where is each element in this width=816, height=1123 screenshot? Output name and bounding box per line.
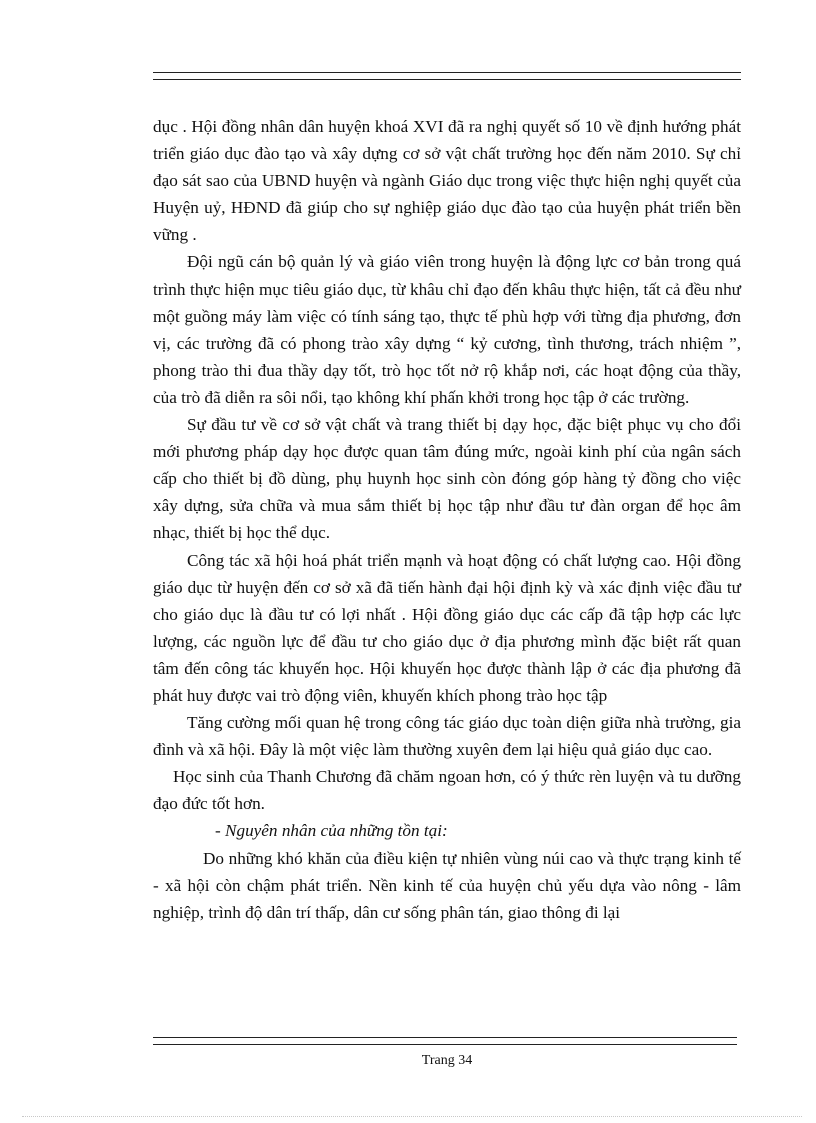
paragraph-7: Do những khó khăn của điều kiện tự nhiên vùng núi cao và thực trạng kinh tế - xã hội còn chậm phát triển. Nền kinh tế của huyện chủ yếu dựa vào nông - lâm nghiệp, trình độ dân trí thấp, dân cư sống phân tán, giao thông đi lại <box>153 848 741 922</box>
cause-heading: - Nguyên nhân của những tồn tại: <box>215 821 448 841</box>
document-body <box>153 113 741 926</box>
page-bottom-border <box>22 1116 802 1117</box>
paragraph-4: Công tác xã hội hoá phát triển mạnh và hoạt động có chất lượng cao. Hội đồng giáo dục từ huyện đến cơ sở xã đã tiến hành đại hội định kỳ và xác định việc đầu tư cho giáo dục là đầu tư có lợi nhất . Hội đồng giáo dục các cấp đã tập hợp các lực lượng, các nguồn lực để đầu tư cho giáo dục ở địa phương mình đặc biệt rất quan tâm đến công tác khuyến học. Hội khuyến học được thành lập ở các địa phương đã phát huy được vai trò động viên, khuyến khích phong trào học tập <box>153 550 741 705</box>
page-number: Trang 34 <box>421 1053 473 1068</box>
paragraph-2: Đội ngũ cán bộ quản lý và giáo viên trong huyện là động lực cơ bản trong quá trình thực hiện mục tiêu giáo dục, từ khâu chỉ đạo đến khâu thực hiện, tất cả đều như một guồng máy làm việc có tính sáng tạo, thực tế phù hợp với từng địa phương, đơn vị, các trường đã có phong trào xây dựng “ kỷ cương, tình thương, trách nhiệm ”, phong trào thi đua thầy dạy tốt, trò học tốt nở rộ khắp nơi, các hoạt động của thầy, của trò đã diễn ra sôi nổi, tạo không khí phấn khởi trong học tập ở các trường. <box>153 252 741 407</box>
paragraph-3: Sự đầu tư về cơ sở vật chất và trang thiết bị dạy học, đặc biệt phục vụ cho đổi mới phương pháp dạy học được quan tâm đúng mức, ngoài kinh phí của ngân sách cấp cho thiết bị đồ dùng, phụ huynh học sinh còn đóng góp hàng tỷ đồng cho việc xây dựng, sửa chữa và mua sắm thiết bị học tập như đầu tư đàn organ để học âm nhạc, thiết bị học thể dục. <box>153 415 741 543</box>
footer-rule <box>153 1037 737 1045</box>
paragraph-6: Học sinh của Thanh Chương đã chăm ngoan hơn, có ý thức rèn luyện và tu dưỡng đạo đức tốt hơn. <box>153 767 741 814</box>
header-rule <box>153 72 741 80</box>
paragraph-5: Tăng cường mối quan hệ trong công tác giáo dục toàn diện giữa nhà trường, gia đình và xã hội. Đây là một việc làm thường xuyên đem lại hiệu quả giáo dục cao. <box>153 713 741 760</box>
paragraph-1: dục . Hội đồng nhân dân huyện khoá XVI đã ra nghị quyết số 10 về định hướng phát triển giáo dục đào tạo và xây dựng cơ sở vật chất trường học đến năm 2010. Sự chỉ đạo sát sao của UBND huyện và ngành Giáo dục trong việc thực hiện nghị quyết của Huyện uỷ, HĐND đã giúp cho sự nghiệp giáo dục đào tạo của huyện phát triển bền vững . <box>153 117 741 245</box>
